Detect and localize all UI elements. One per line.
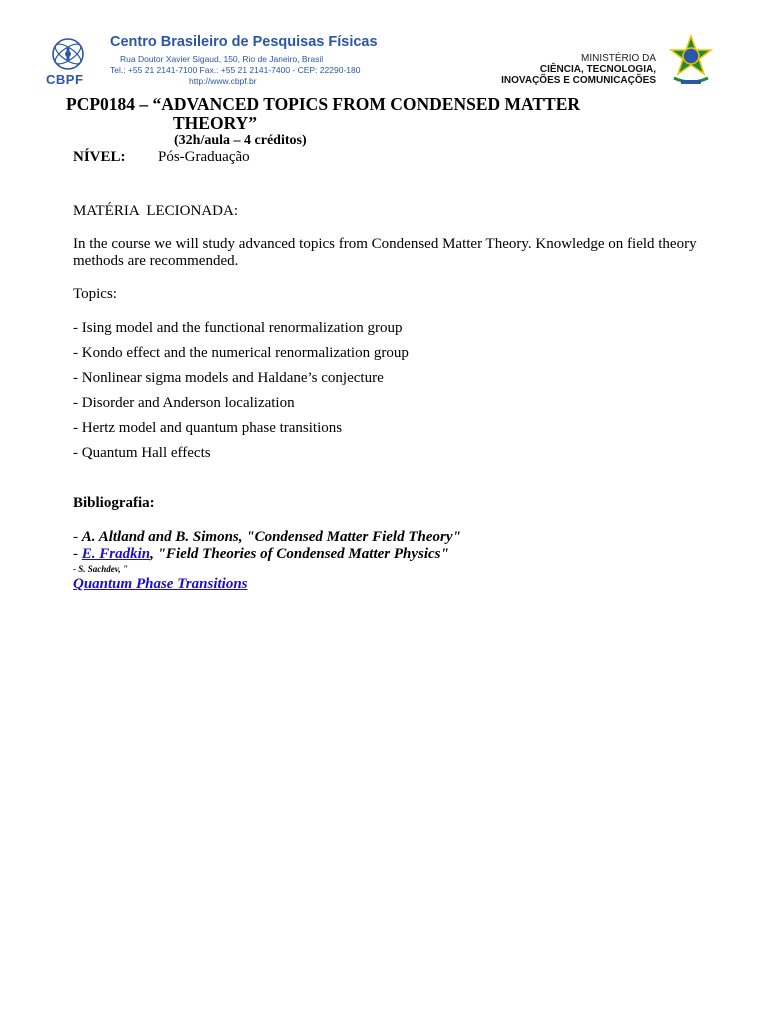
bibliography-item: [73, 576, 248, 593]
list-item: - Nonlinear sigma models and Haldane’s conjecture: [73, 370, 384, 386]
org-address: Rua Doutor Xavier Sigaud, 150, Rio de Janeiro, Brasil: [120, 54, 324, 64]
brazil-coat-of-arms-icon: [666, 34, 716, 88]
level-value: Pós-Graduação: [158, 149, 250, 165]
topic-list: [73, 320, 409, 470]
list-item: - Ising model and the functional renormalization group: [73, 320, 403, 336]
ministry-line-1: MINISTÉRIO DA: [580, 53, 656, 64]
bullet-prefix: -: [73, 529, 82, 545]
list-item: - Hertz model and quantum phase transitions: [73, 420, 343, 436]
bullet-prefix: -: [73, 546, 82, 562]
topics-label: Topics:: [73, 286, 117, 302]
level-label: NÍVEL:: [73, 149, 126, 165]
author-link[interactable]: E. Fradkin: [81, 546, 151, 562]
course-description: In the course we will study advanced topics from Condensed Matter Theory. Knowledge on field theory methods are recommended.: [73, 236, 697, 269]
ministry-line-2: CIÊNCIA, TECNOLOGIA,: [539, 64, 656, 75]
ministry-name: [501, 53, 656, 86]
bibliography-item: [73, 529, 461, 546]
section-label: MATÉRIA LECIONADA:: [73, 203, 238, 219]
bibliography-label: Bibliografia:: [73, 495, 155, 511]
org-name: Centro Brasileiro de Pesquisas Físicas: [110, 34, 378, 50]
course-title: PCP0184 – “ADVANCED TOPICS FROM CONDENSED MATTER: [66, 94, 581, 114]
book-title-link[interactable]: Quantum Phase Transitions: [73, 576, 248, 592]
course-title-continued: THEORY”: [173, 113, 257, 133]
org-url: http://www.cbpf.br: [189, 76, 257, 86]
org-phone: Tel.: +55 21 2141-7100 Fax.: +55 21 2141-7400 - CEP: 22290-180: [110, 65, 361, 75]
list-item: - Disorder and Anderson localization: [73, 395, 295, 411]
cbpf-acronym: CBPF: [46, 72, 84, 87]
list-item: - Quantum Hall effects: [73, 445, 211, 461]
list-item: - Kondo effect and the numerical renormalization group: [73, 345, 409, 361]
bibliography-item-small: - S. Sachdev, ": [73, 564, 128, 574]
bibliography-item: [73, 546, 449, 563]
reference-text: A. Altland and B. Simons, "Condensed Matter Field Theory": [81, 529, 461, 545]
reference-text: , "Field Theories of Condensed Matter Physics": [150, 546, 449, 562]
course-hours: (32h/aula – 4 créditos): [174, 133, 307, 148]
ministry-line-3: INOVAÇÕES E COMUNICAÇÕES: [501, 75, 656, 86]
